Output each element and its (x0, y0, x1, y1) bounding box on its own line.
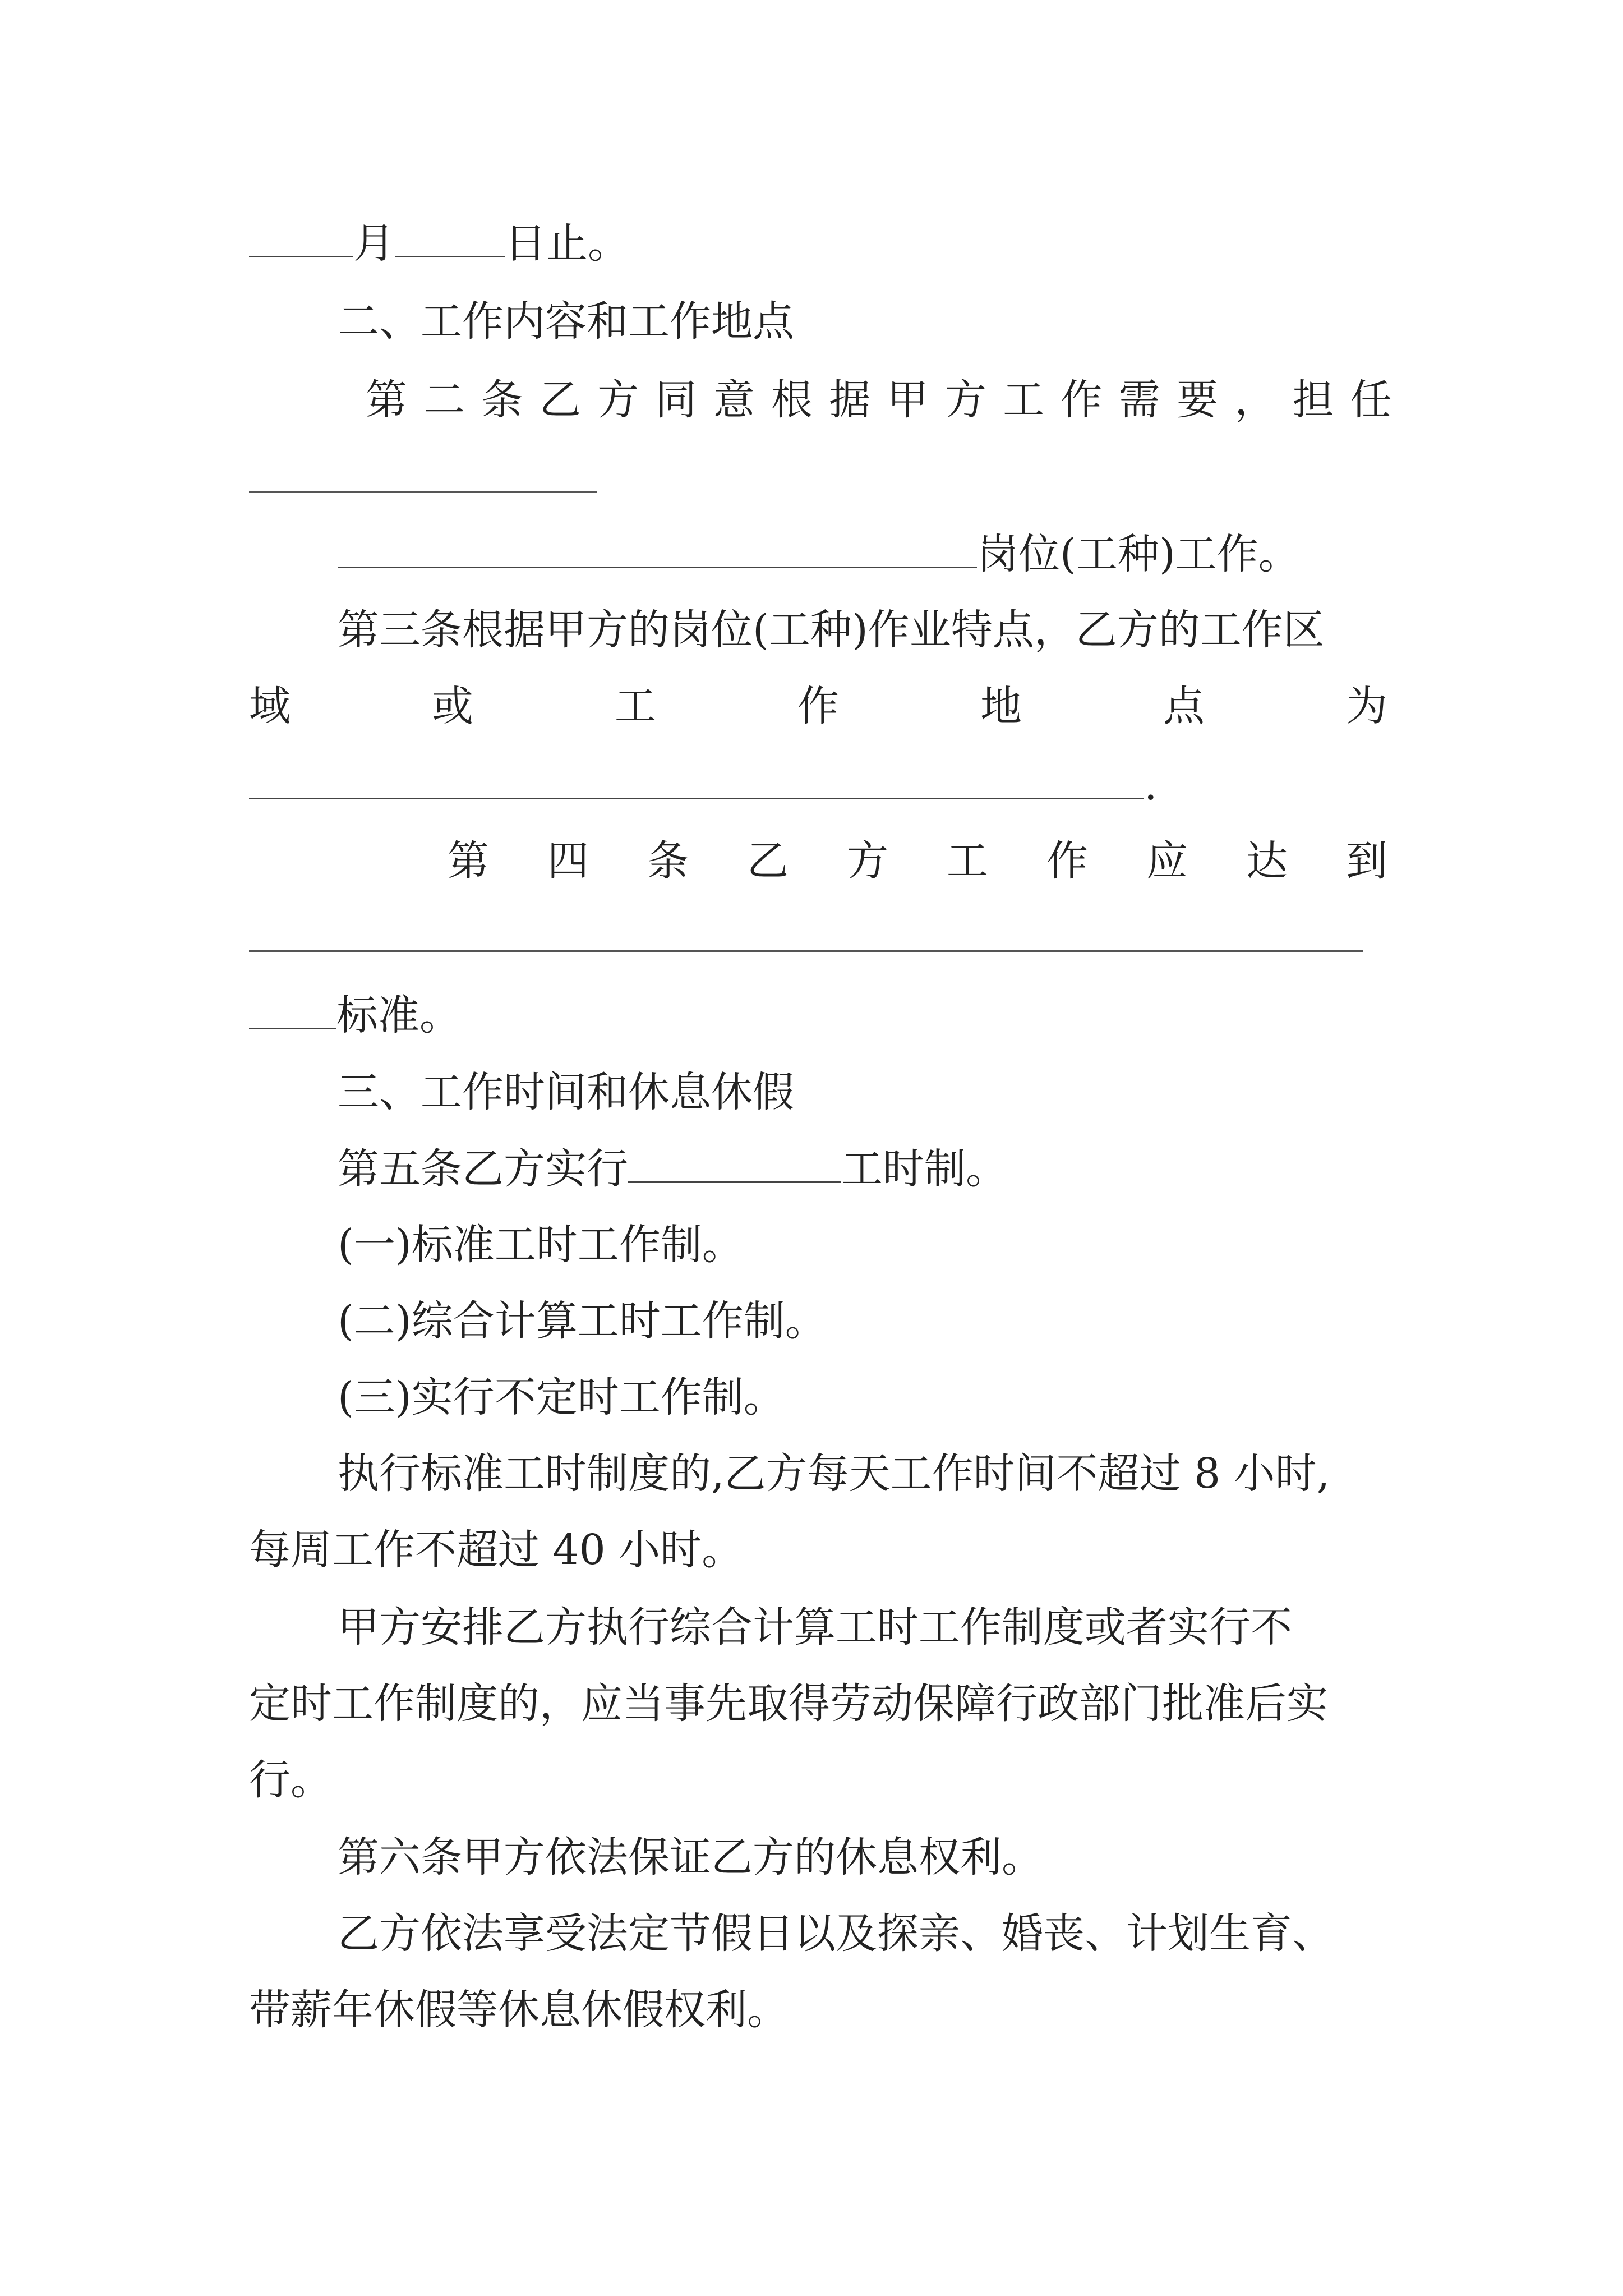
article-2-char: ， (1234, 376, 1276, 424)
article-3-char: 作 (797, 682, 839, 730)
article-2-char: 需 (1118, 376, 1160, 424)
option-flexible-hours: (三)实行不定时工作制。 (338, 1373, 785, 1421)
article-3-char: 点 (1163, 682, 1205, 730)
paragraph-approval-line2: 定时工作制度的，应当事先取得劳动保障行政部门批准后实 (249, 1680, 1328, 1728)
article-2-char: 第 (366, 376, 407, 424)
paragraph-standard-hours-line2: 每周工作不超过 40 小时。 (249, 1526, 744, 1574)
text-line-standard: 标准。 (249, 994, 461, 1036)
article-2-char: 工 (1003, 376, 1045, 424)
article-2-char: 担 (1292, 376, 1334, 424)
article-2-spread-line (366, 376, 1392, 424)
paragraph-standard-hours-line1: 执行标准工时制度的,乙方每天工作时间不超过 8 小时, (338, 1450, 1330, 1498)
blank-work-hour-system (628, 1148, 841, 1183)
article-2-char: 甲 (887, 376, 929, 424)
text-line-position-work: 岗位(工种)工作。 (338, 533, 1300, 575)
article-4-char: 四 (547, 837, 589, 885)
fill-line-position (249, 491, 597, 493)
article-3-char: 为 (1346, 682, 1387, 730)
article-3-line: 第三条根据甲方的岗位(工种)作业特点，乙方的工作区 (338, 606, 1325, 654)
article-2-char: 二 (423, 376, 465, 424)
article-4-char: 工 (947, 837, 988, 885)
article-4-spread-line (448, 837, 1387, 885)
article-3-spread-line (249, 682, 1387, 730)
article-4-char: 到 (1346, 837, 1387, 885)
article-2-char: 条 (481, 376, 523, 424)
article-3-char: 域 (249, 682, 291, 730)
article-5-line: 第五条乙方实行 工时制。 (338, 1145, 1007, 1193)
article-2-char: 作 (1061, 376, 1103, 424)
option-standard-hours: (一)标准工时工作制。 (338, 1221, 744, 1269)
article-2-char: 根 (771, 376, 813, 424)
article-2-char: 据 (829, 376, 871, 424)
article-3-char: 工 (615, 682, 656, 730)
article-2-char: 同 (655, 376, 697, 424)
paragraph-leave-line2: 带薪年休假等休息休假权利。 (249, 1986, 789, 2034)
article-2-char: 方 (597, 376, 639, 424)
blank-year-month (249, 222, 353, 257)
article-3-char: 或 (432, 682, 473, 730)
article-4-char: 条 (647, 837, 689, 885)
article-2-char: 要 (1176, 376, 1218, 424)
article-2-char: 任 (1350, 376, 1392, 424)
text-line-date-end: 月 日止。 (249, 222, 629, 264)
blank-position (338, 533, 977, 568)
blank-work-location (249, 764, 1144, 799)
text-line-work-location-blank: . (249, 764, 1158, 806)
paragraph-approval-line3: 行。 (249, 1756, 332, 1804)
article-6-line: 第六条甲方依法保证乙方的休息权利。 (338, 1833, 1043, 1881)
fill-line-standard (249, 950, 1363, 952)
option-comprehensive-hours: (二)综合计算工时工作制。 (338, 1297, 827, 1345)
blank-day (395, 222, 505, 257)
section-heading-work-content: 二、工作内容和工作地点 (338, 297, 794, 346)
article-3-char: 地 (980, 682, 1022, 730)
paragraph-approval-line1: 甲方安排乙方执行综合计算工时工作制度或者实行不 (338, 1603, 1292, 1651)
article-2-char: 方 (944, 376, 986, 424)
blank-standard (249, 994, 336, 1029)
section-heading-work-time: 三、工作时间和休息休假 (338, 1068, 794, 1116)
article-2-char: 意 (713, 376, 755, 424)
article-4-char: 第 (448, 837, 489, 885)
article-2-char: 乙 (539, 376, 581, 424)
article-4-char: 达 (1246, 837, 1288, 885)
article-4-char: 方 (847, 837, 888, 885)
article-4-char: 乙 (747, 837, 789, 885)
article-4-char: 应 (1146, 837, 1188, 885)
article-4-char: 作 (1046, 837, 1088, 885)
paragraph-leave-line1: 乙方依法享受法定节假日以及探亲、婚丧、计划生育、 (338, 1910, 1334, 1958)
